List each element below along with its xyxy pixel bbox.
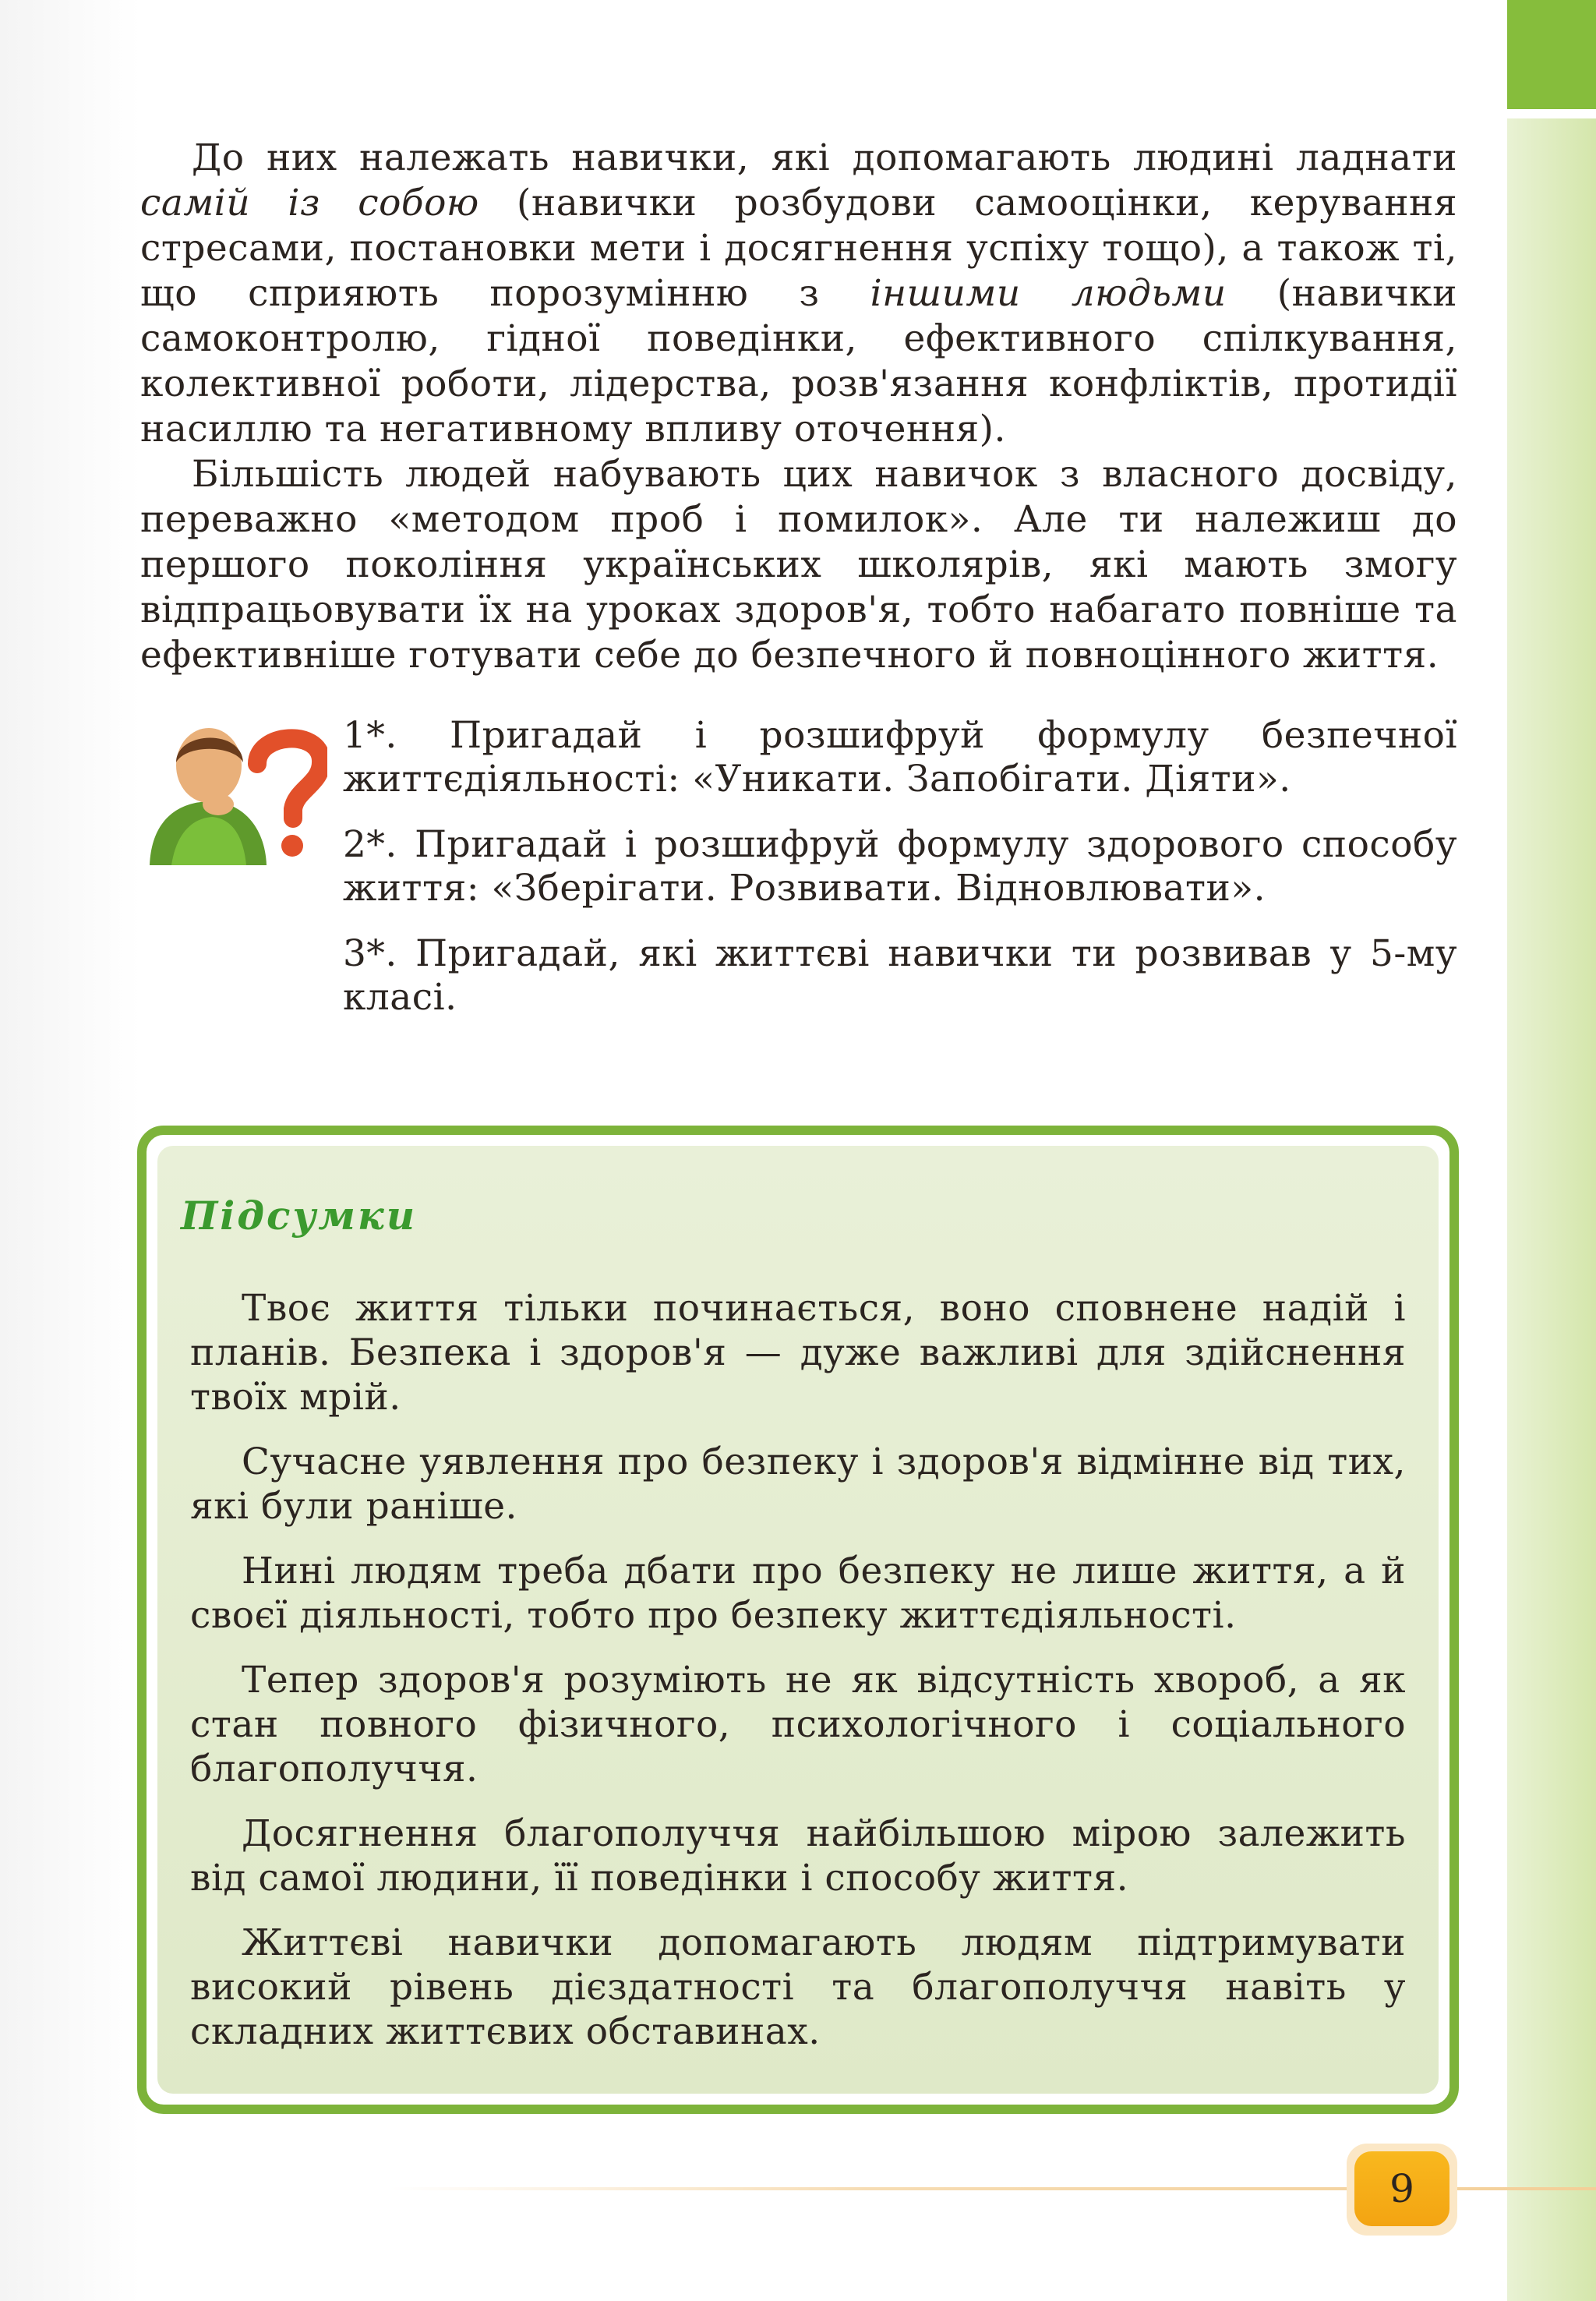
- summary-paragraph: Життєві навички допомагають людям підтримувати високий рівень дієздатності та благополуччя навіть у складних життєвих обставинах.: [190, 1921, 1406, 2053]
- question-1: 1*. Пригадай і розшифруй формулу безпечної життєдіяльності: «Уникати. Запобігати. Діяти».: [343, 714, 1457, 801]
- summary-paragraph: Тепер здоров'я розуміють не як відсутність хвороб, а як стан повного фізичного, психологічного і соціального благополуччя.: [190, 1659, 1406, 1790]
- summary-title: Підсумки: [181, 1193, 418, 1239]
- side-strip: [1507, 118, 1596, 2301]
- question-2: 2*. Пригадай і розшифруй формулу здорового способу життя: «Зберігати. Розвивати. Відновлювати».: [343, 823, 1457, 910]
- summary-paragraph: Сучасне уявлення про безпеку і здоров'я відмінне від тих, які були раніше.: [190, 1440, 1406, 1528]
- page-shade: [0, 0, 140, 2301]
- summary-text: [190, 1286, 1406, 2074]
- side-strip-top: [1507, 0, 1596, 109]
- summary-paragraph: Нині людям треба дбати про безпеку не лише життя, а й своєї діяльності, тобто про безпеку життєдіяльності.: [190, 1550, 1406, 1637]
- questions-list: [343, 714, 1457, 1041]
- intro-text: [140, 136, 1457, 678]
- thinking-person-question-icon: [140, 717, 327, 873]
- summary-paragraph: Твоє життя тільки починається, воно сповнене надій і планів. Безпека і здоров'я — дуже важливі для здійснення твоїх мрій.: [190, 1287, 1406, 1419]
- emphasis-self: самій із собою: [140, 182, 479, 224]
- summary-paragraph: Досягнення благополуччя найбільшою мірою залежить від самої людини, її поведінки і способу життя.: [190, 1812, 1406, 1900]
- emphasis-others: іншими людьми: [870, 272, 1227, 315]
- page-number: 9: [1354, 2151, 1449, 2226]
- intro-paragraph-1: До них належать навички, які допомагають людині ладнати самій із собою (навички розбудови самооцінки, керування стресами, постановки мети і досягнення успіху тощо), а також ті, що сприяють порозумінню з іншими людьми (навички самоконтролю, гідної поведінки, ефективного спілкування, колективної роботи, лідерства, розв'язання конфліктів, протидії насиллю та негативному впливу оточення).: [140, 136, 1458, 451]
- intro-paragraph-2: Більшість людей набувають цих навичок з власного досвіду, переважно «методом проб і помилок». Але ти належиш до першого покоління українських школярів, які мають змогу відпрацьовувати їх на уроках здоров'я, тобто набагато повніше та ефективніше готувати себе до безпечного й повноцінного життя.: [140, 453, 1457, 677]
- question-3: 3*. Пригадай, які життєві навички ти розвивав у 5-му класі.: [343, 932, 1457, 1019]
